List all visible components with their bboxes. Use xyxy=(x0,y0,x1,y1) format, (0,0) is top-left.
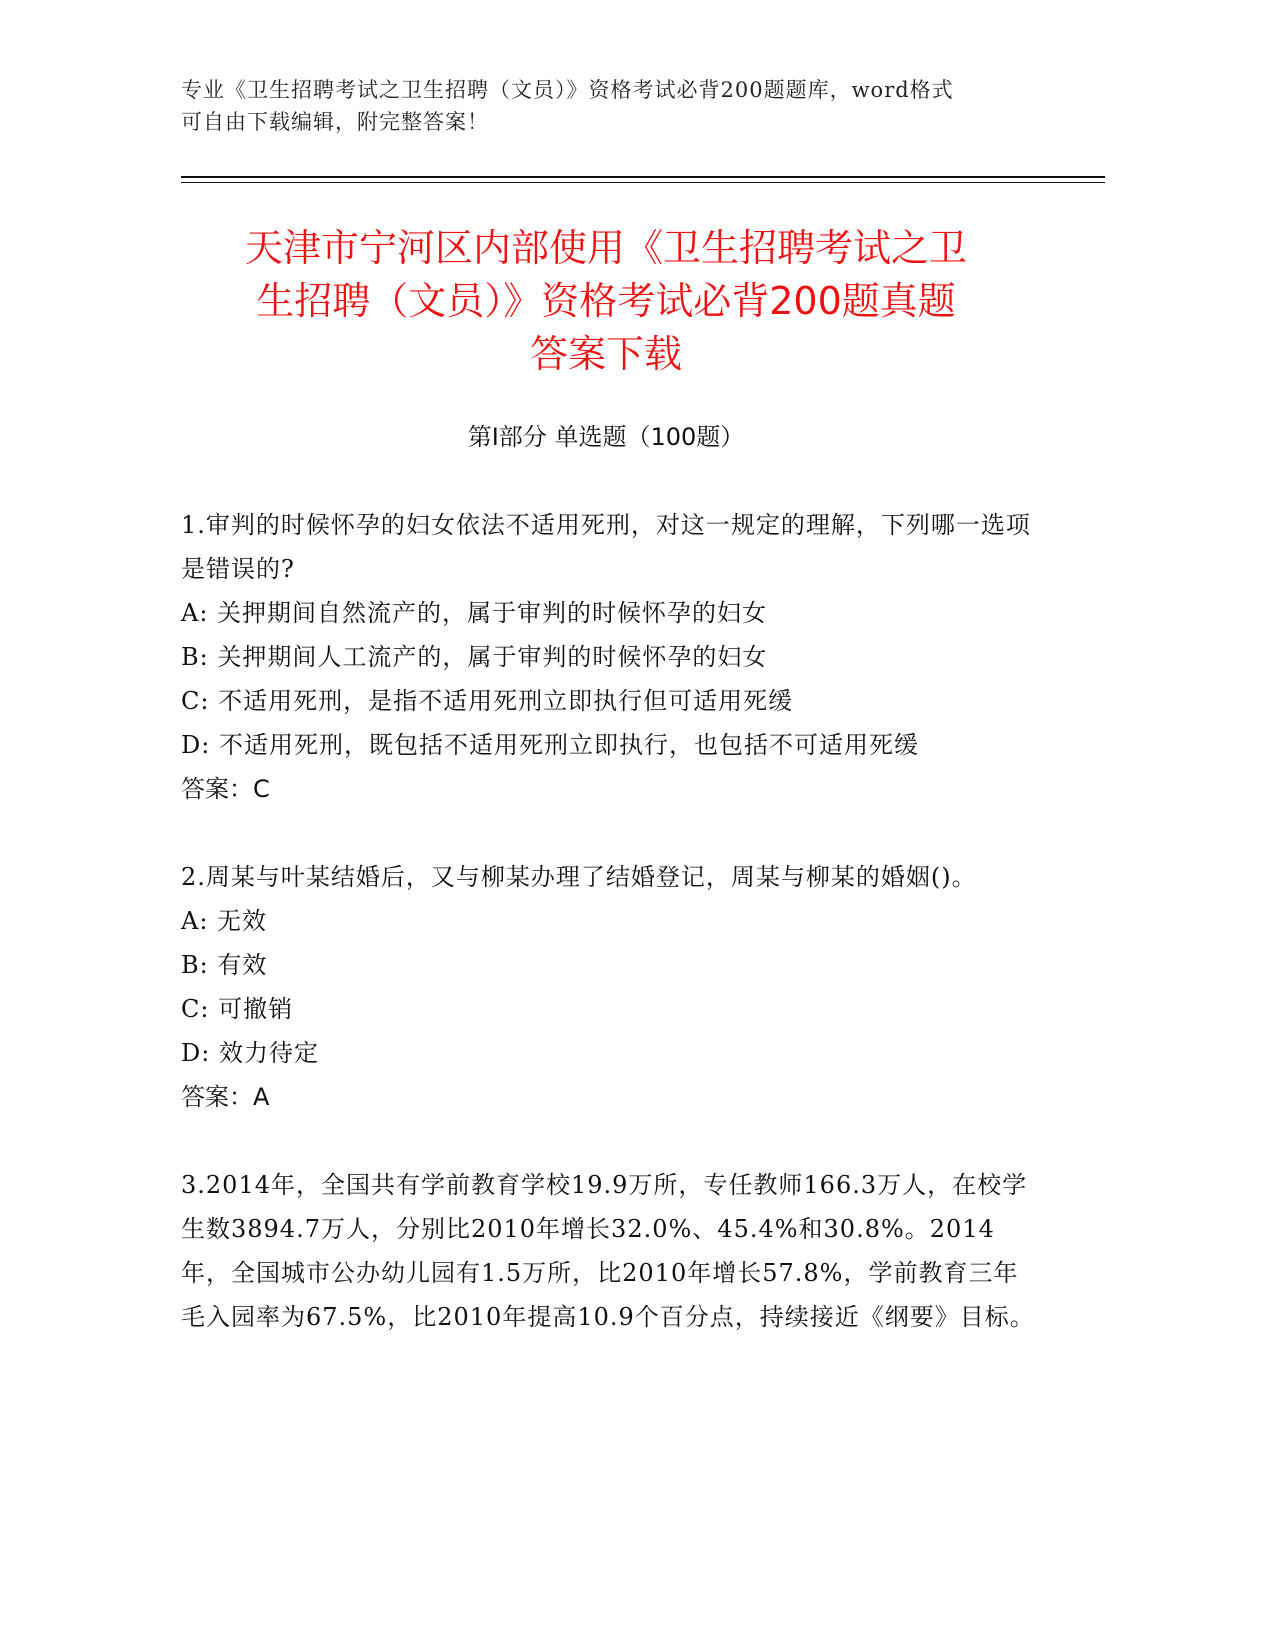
answer-line: 答案：A xyxy=(181,1083,270,1111)
header-note-line-2: 可自由下载编辑，附完整答案！ xyxy=(181,110,489,134)
question-item xyxy=(181,503,1041,811)
question-list xyxy=(181,503,1041,1383)
option-b: B: 关押期间人工流产的，属于审判的时候怀孕的妇女 xyxy=(181,643,768,671)
answer-line: 答案：C xyxy=(181,775,270,803)
option-a: A: 关押期间自然流产的，属于审判的时候怀孕的妇女 xyxy=(181,599,768,627)
question-item xyxy=(181,855,1041,1119)
question-stem: 2.周某与叶某结婚后，又与柳某办理了结婚登记，周某与柳某的婚姻()。 xyxy=(181,863,977,891)
option-b: B: 有效 xyxy=(181,951,268,979)
option-d: D: 不适用死刑，既包括不适用死刑立即执行，也包括不可适用死缓 xyxy=(181,731,919,759)
question-stem: 1.审判的时候怀孕的妇女依法不适用死刑，对这一规定的理解，下列哪一选项是错误的? xyxy=(181,511,1031,583)
option-d: D: 效力待定 xyxy=(181,1039,319,1067)
option-c: C: 不适用死刑，是指不适用死刑立即执行但可适用死缓 xyxy=(181,687,794,715)
header-note xyxy=(181,74,1061,138)
option-c: C: 可撤销 xyxy=(181,995,294,1023)
header-note-line-1: 专业《卫生招聘考试之卫生招聘（文员）》资格考试必背200题题库，word格式 xyxy=(181,78,954,102)
option-a: A: 无效 xyxy=(181,907,268,935)
question-stem: 3.2014年，全国共有学前教育学校19.9万所，专任教师166.3万人，在校学生数3894.7万人，分别比2010年增长32.0%、45.4%和30.8%。2014年，全国城市公办幼儿园有1.5万所，比2010年增长57.8%，学前教育三年毛入园率为67.5%，比2010年提高10.9个百分点，持续接近《纲要》目标。 xyxy=(181,1171,1035,1331)
document-title-line-2: 生招聘（文员）》资格考试必背200题真题 xyxy=(256,279,956,323)
document-title-line-1: 天津市宁河区内部使用《卫生招聘考试之卫 xyxy=(244,226,967,270)
header-divider-thick xyxy=(181,176,1105,178)
document-title-line-3: 答案下载 xyxy=(529,332,682,376)
document-title xyxy=(181,222,1031,381)
question-item xyxy=(181,1163,1041,1339)
section-heading: 第Ⅰ部分 单选题（100题） xyxy=(467,423,745,451)
header-divider-thin xyxy=(181,182,1105,183)
